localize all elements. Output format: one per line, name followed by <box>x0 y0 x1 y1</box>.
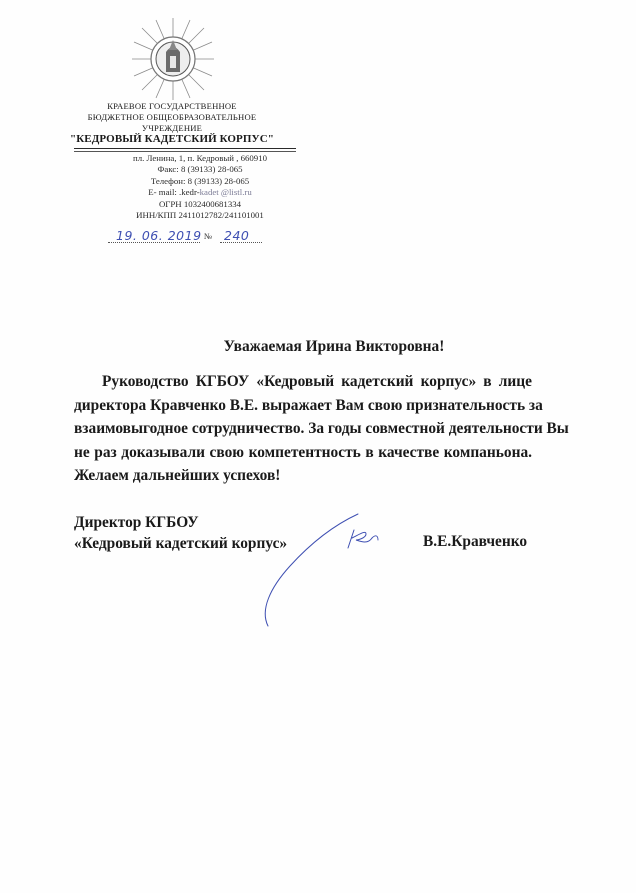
letter-body <box>74 370 569 488</box>
signer-title-line: Директор КГБОУ <box>74 514 199 531</box>
address: пл. Ленина, 1, п. Кедровый , 660910 <box>133 153 267 163</box>
body-line: взаимовыгодное сотрудничество. За годы совместной деятельности Вы <box>74 420 569 437</box>
body-line: директора Кравченко В.Е. выражает Вам свою признательность за <box>74 396 543 414</box>
fax: Факс: 8 (39133) 28-065 <box>157 164 243 175</box>
reference-number: 240 <box>224 228 250 243</box>
body-line: Желаем дальнейших успехов! <box>74 467 281 484</box>
reference-date: 19. 06. 2019 <box>116 228 202 243</box>
ogrn: ОГРН 1032400681334 <box>158 198 242 209</box>
contact-block <box>130 153 270 221</box>
inn-kpp: ИНН/КПП 2411012782/241101001 <box>136 210 264 221</box>
email-domain: kadet @listl.ru <box>199 187 252 198</box>
org-line: БЮДЖЕТНОЕ ОБЩЕОБРАЗОВАТЕЛЬНОЕ <box>87 112 257 122</box>
number-sign: № <box>204 231 213 241</box>
salutation: Уважаемая Ирина Викторовна! <box>223 338 445 355</box>
divider <box>74 148 296 149</box>
emblem-icon <box>130 16 216 102</box>
signer-name: В.Е.Кравченко <box>423 533 528 550</box>
handwritten-signature <box>250 500 400 630</box>
org-line: УЧРЕЖДЕНИЕ <box>141 123 203 133</box>
phone: Телефон: 8 (39133) 28-065 <box>150 175 250 186</box>
divider <box>74 151 296 152</box>
body-line: не раз доказывали свою компетентность в качестве компаньона. <box>74 443 532 461</box>
email <box>130 187 270 198</box>
org-name: "КЕДРОВЫЙ КАДЕТСКИЙ КОРПУС" <box>70 133 274 145</box>
body-line: Руководство КГБОУ «Кедровый кадетский корпус» в лице <box>102 373 532 390</box>
reference-line <box>108 228 268 250</box>
signer-title-line: «Кедровый кадетский корпус» <box>74 535 288 552</box>
org-type <box>60 101 284 134</box>
org-line: КРАЕВОЕ ГОСУДАРСТВЕННОЕ <box>107 101 237 111</box>
email-prefix: E- mail: .kedr- <box>148 187 200 198</box>
